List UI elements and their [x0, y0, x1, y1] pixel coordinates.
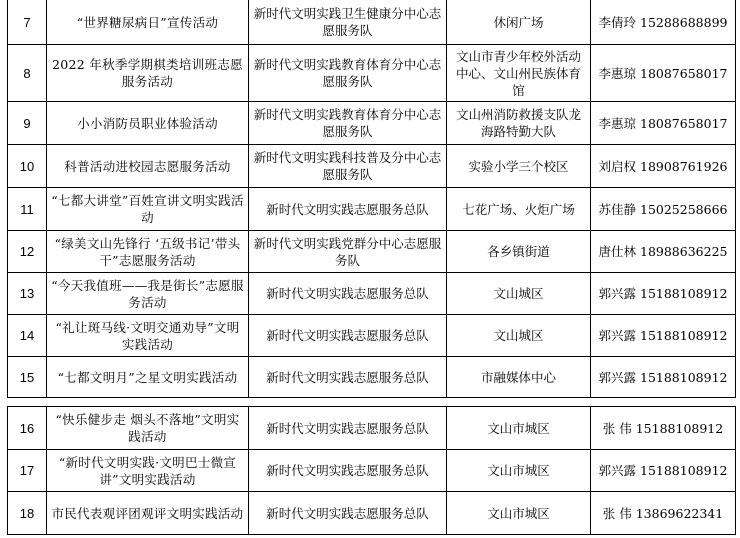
service-team: 新时代文明实践志愿服务总队	[249, 273, 447, 315]
contact-person: 李惠琼 18087658017	[591, 45, 736, 102]
table-row	[8, 273, 736, 315]
table-row	[8, 231, 736, 273]
service-team: 新时代文明实践卫生健康分中心志愿服务队	[249, 0, 447, 45]
activity-location: 文山城区	[447, 315, 591, 357]
activity-table-part2	[7, 406, 736, 535]
table-row	[8, 188, 736, 231]
activity-location: 各乡镇街道	[447, 231, 591, 273]
contact-person: 张 伟 13869622341	[591, 492, 736, 535]
activity-location: 文山州消防救援支队龙海路特勤大队	[447, 102, 591, 145]
service-team: 新时代文明实践科技普及分中心志愿服务队	[249, 145, 447, 188]
contact-person: 苏佳静 15025258666	[591, 188, 736, 231]
activity-name: 科普活动进校园志愿服务活动	[47, 145, 249, 188]
row-number: 15	[8, 357, 47, 398]
contact-person: 唐仕林 18988636225	[591, 231, 736, 273]
activity-name: “绿美文山先锋行 ‘五级书记’带头干”志愿服务活动	[47, 231, 249, 273]
activity-location: 文山市城区	[447, 492, 591, 535]
activity-name: “今天我值班——我是街长”志愿服务活动	[47, 273, 249, 315]
table-row	[8, 45, 736, 102]
activity-name: “七都大讲堂”百姓宣讲文明实践活动	[47, 188, 249, 231]
row-number: 12	[8, 231, 47, 273]
service-team: 新时代文明实践志愿服务总队	[249, 188, 447, 231]
table-row	[8, 102, 736, 145]
contact-person: 郭兴露 15188108912	[591, 450, 736, 492]
service-team: 新时代文明实践党群分中心志愿服务队	[249, 231, 447, 273]
service-team: 新时代文明实践志愿服务总队	[249, 492, 447, 535]
activity-location: 休闲广场	[447, 0, 591, 45]
activity-name: 2022 年秋季学期棋类培训班志愿服务活动	[47, 45, 249, 102]
activity-name: “快乐健步走 烟头不落地”文明实践活动	[47, 407, 249, 450]
activity-location: 七花广场、火炬广场	[447, 188, 591, 231]
table-row	[8, 145, 736, 188]
service-team: 新时代文明实践志愿服务总队	[249, 450, 447, 492]
activity-name: “新时代文明实践·文明巴士微宣讲”文明实践活动	[47, 450, 249, 492]
activity-location: 实验小学三个校区	[447, 145, 591, 188]
row-number: 13	[8, 273, 47, 315]
table-row	[8, 407, 736, 450]
contact-person: 郭兴露 15188108912	[591, 273, 736, 315]
activity-location: 文山市青少年校外活动中心、文山州民族体育馆	[447, 45, 591, 102]
contact-person: 郭兴露 15188108912	[591, 357, 736, 398]
activity-location: 文山市城区	[447, 407, 591, 450]
row-number: 16	[8, 407, 47, 450]
table-row	[8, 492, 736, 535]
activity-name: 小小消防员职业体验活动	[47, 102, 249, 145]
table-row	[8, 315, 736, 357]
row-number: 14	[8, 315, 47, 357]
row-number: 18	[8, 492, 47, 535]
contact-person: 李惠琼 18087658017	[591, 102, 736, 145]
table-row	[8, 450, 736, 492]
activity-location: 市融媒体中心	[447, 357, 591, 398]
activity-name: “礼让斑马线·文明交通劝导”文明实践活动	[47, 315, 249, 357]
contact-person: 李倩玲 15288688899	[591, 0, 736, 45]
row-number: 9	[8, 102, 47, 145]
contact-person: 张 伟 15188108912	[591, 407, 736, 450]
contact-person: 刘启权 18908761926	[591, 145, 736, 188]
activity-location: 文山城区	[447, 273, 591, 315]
table-row	[8, 0, 736, 45]
service-team: 新时代文明实践志愿服务总队	[249, 407, 447, 450]
service-team: 新时代文明实践教育体育分中心志愿服务队	[249, 102, 447, 145]
contact-person: 郭兴露 15188108912	[591, 315, 736, 357]
row-number: 8	[8, 45, 47, 102]
activity-name: “七都文明月”之星文明实践活动	[47, 357, 249, 398]
service-team: 新时代文明实践志愿服务总队	[249, 315, 447, 357]
row-number: 10	[8, 145, 47, 188]
activity-name: “世界糖尿病日”宣传活动	[47, 0, 249, 45]
row-number: 11	[8, 188, 47, 231]
row-number: 17	[8, 450, 47, 492]
service-team: 新时代文明实践教育体育分中心志愿服务队	[249, 45, 447, 102]
activity-table-part1	[7, 0, 736, 398]
row-number: 7	[8, 0, 47, 45]
service-team: 新时代文明实践志愿服务总队	[249, 357, 447, 398]
table-row	[8, 357, 736, 398]
activity-name: 市民代表观评团观评文明实践活动	[47, 492, 249, 535]
activity-location: 文山市城区	[447, 450, 591, 492]
